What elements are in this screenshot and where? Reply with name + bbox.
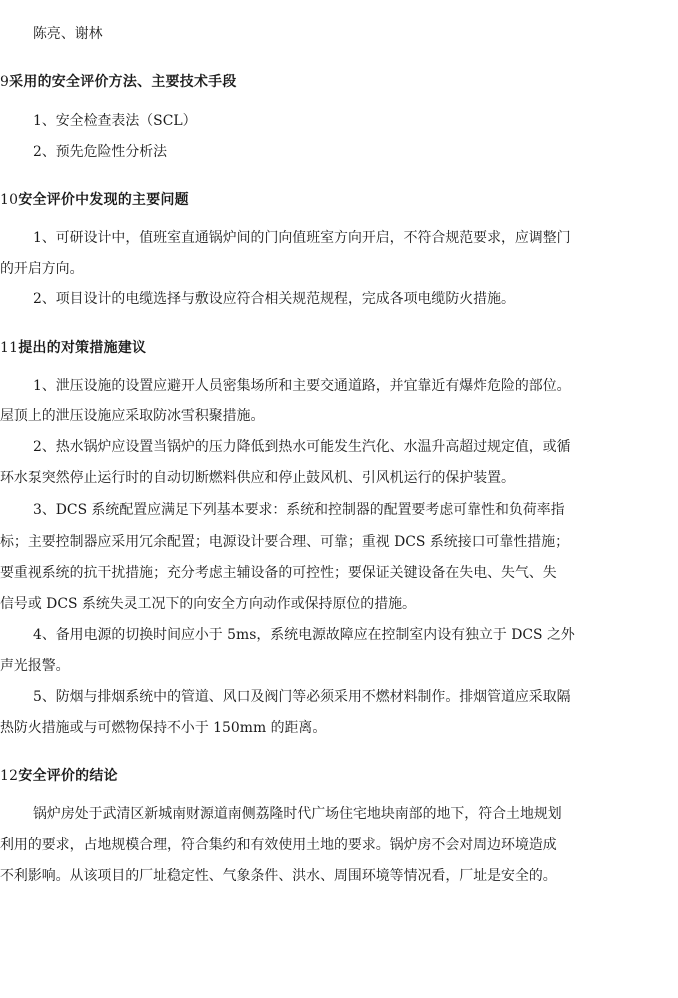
- section-11-heading: [0, 338, 674, 358]
- problem-1-line-1: 1、可研设计中，值班室直通锅炉间的门向值班室方向开启，不符合规范要求，应调整门: [33, 230, 571, 246]
- problem-2-line-1: 2、项目设计的电缆选择与敷设应符合相关规范规程，完成各项电缆防火措施。: [33, 291, 515, 307]
- conclusion-line-2: 利用的要求，占地规模合理，符合集约和有效使用土地的要求。锅炉房不会对周边环境造成: [0, 837, 557, 853]
- section-title: 采用的安全评价方法、主要技术手段: [9, 74, 237, 90]
- section-title: 提出的对策措施建议: [18, 340, 147, 356]
- conclusion-line-1: 锅炉房处于武清区新城南财源道南侧荔隆时代广场住宅地块南部的地下，符合土地规划: [33, 806, 562, 822]
- conclusion-line-3: 不利影响。从该项目的厂址稳定性、气象条件、洪水、周围环境等情况看，厂址是安全的。: [0, 868, 557, 884]
- section-title: 安全评价中发现的主要问题: [18, 192, 189, 208]
- method-item-1: 1、安全检查表法（SCL）: [33, 113, 197, 129]
- section-number: 10: [0, 192, 19, 208]
- measure-2-line-1: 2、热水锅炉应设置当锅炉的压力降低到热水可能发生汽化、水温升高超过规定值，或循: [33, 439, 571, 455]
- measure-1-line-1: 1、泄压设施的设置应避开人员密集场所和主要交通道路，并宜靠近有爆炸危险的部位。: [33, 378, 571, 394]
- problem-1-line-2: 的开启方向。: [0, 261, 84, 277]
- measure-1-line-2: 屋顶上的泄压设施应采取防冰雪积聚措施。: [0, 408, 265, 424]
- section-title: 安全评价的结论: [18, 768, 118, 784]
- measure-5-line-1: 5、防烟与排烟系统中的管道、风口及阀门等必须采用不燃材料制作。排烟管道应采取隔: [33, 689, 571, 705]
- section-number: 11: [0, 340, 19, 356]
- measure-3-line-1: 3、DCS 系统配置应满足下列基本要求：系统和控制器的配置要考虑可靠性和负荷率指: [33, 502, 565, 518]
- section-12-heading: [0, 766, 674, 786]
- section-10-heading: [0, 190, 674, 210]
- method-item-2: 2、预先危险性分析法: [33, 144, 168, 160]
- measure-2-line-2: 环水泵突然停止运行时的自动切断燃料供应和停止鼓风机、引风机运行的保护装置。: [0, 470, 515, 486]
- section-9-heading: [0, 72, 674, 92]
- measure-3-line-4: 信号或 DCS 系统失灵工况下的向安全方向动作或保持原位的措施。: [0, 596, 416, 612]
- section-number: 12: [0, 768, 19, 784]
- section-number: 9: [0, 74, 10, 90]
- measure-3-line-2: 标；主要控制器应采用冗余配置；电源设计要合理、可靠；重视 DCS 系统接口可靠性措施；: [0, 534, 570, 550]
- measure-3-line-3: 要重视系统的抗干扰措施；充分考虑主辅设备的可控性；要保证关键设备在失电、失气、失: [0, 565, 557, 581]
- measure-5-line-2: 热防火措施或与可燃物保持不小于 150mm 的距离。: [0, 720, 327, 736]
- authors-line: 陈亮、谢林: [33, 26, 103, 42]
- measure-4-line-1: 4、备用电源的切换时间应小于 5ms，系统电源故障应在控制室内设有独立于 DCS 之外: [33, 627, 575, 643]
- measure-4-line-2: 声光报警。: [0, 658, 70, 674]
